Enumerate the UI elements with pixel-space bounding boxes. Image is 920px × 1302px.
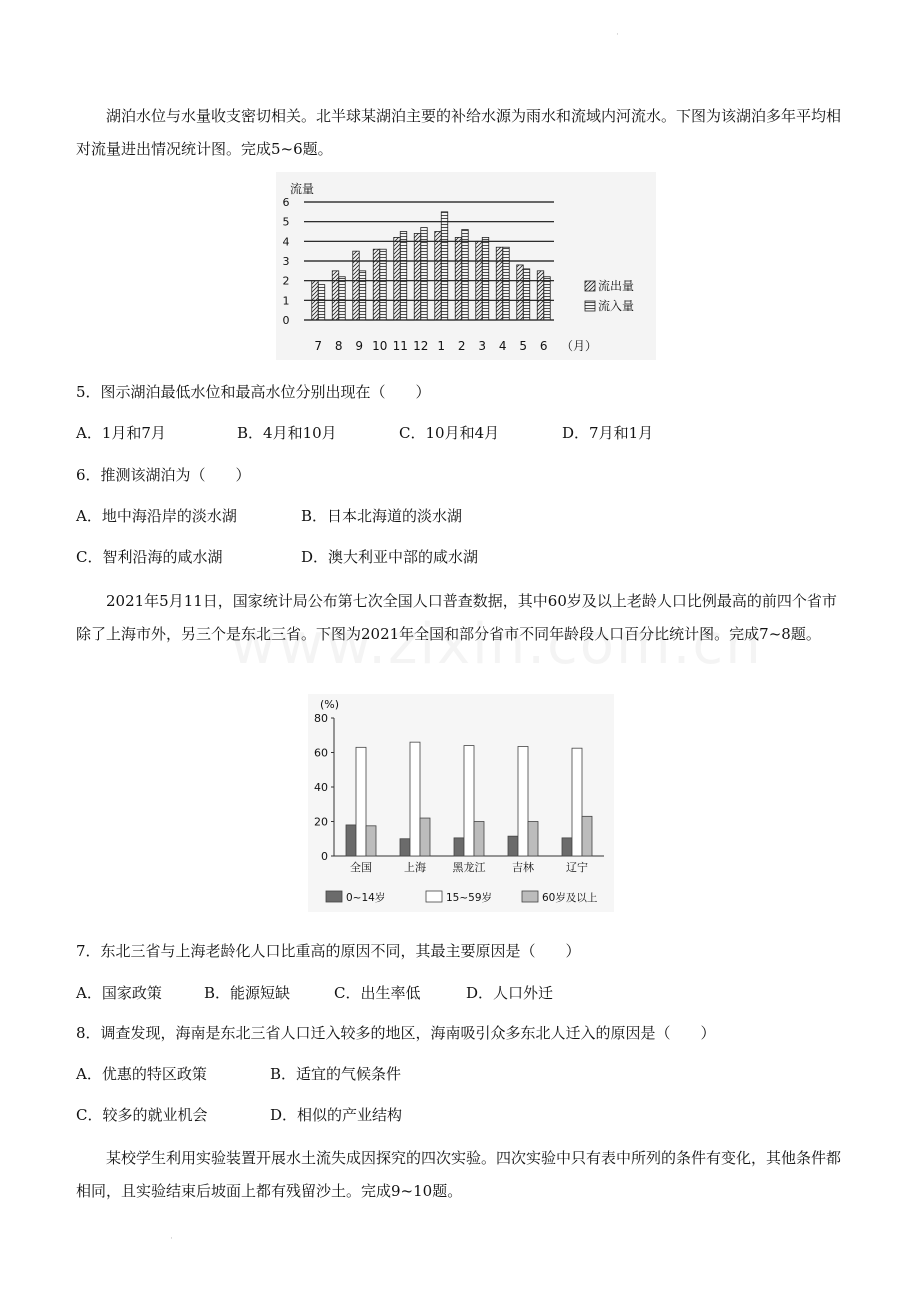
chart1-ytick-label: 1 xyxy=(282,294,290,308)
chart1-legend-label: 流入量 xyxy=(598,299,635,313)
chart1-bar-outflow xyxy=(414,233,421,320)
chart1-bar-inflow xyxy=(441,212,448,320)
chart1-bar-inflow xyxy=(400,232,407,321)
question-8: 8．调查发现，海南是东北三省人口迁入较多的地区，海南吸引众多东北人迁入的原因是（ ） xyxy=(76,1024,716,1042)
question-7: 7．东北三省与上海老龄化人口比重高的原因不同，其最主要原因是（ ） xyxy=(76,942,581,960)
chart1-xtick-label: 6 xyxy=(539,339,548,353)
chart1-xlabel: （月） xyxy=(561,339,598,353)
chart1-bar-inflow xyxy=(482,237,489,320)
chart2-bar xyxy=(454,838,464,856)
passage-population: 2021年5月11日，国家统计局公布第七次全国人口普查数据，其中60岁及以上老龄人口比例最高的前四个省市除了上海市外，另三个是东北三省。下图为2021年全国和部分省市不同年龄段人口百分比统计图。完成7~8题。 xyxy=(76,592,837,643)
chart1-bar-inflow xyxy=(523,269,530,320)
chart1-ytick-label: 6 xyxy=(282,196,290,209)
q5-option-d: D．7月和1月 xyxy=(562,424,654,442)
chart2-xtick-label: 辽宁 xyxy=(566,861,588,874)
chart2-bar xyxy=(464,746,474,856)
chart2-ytick-label: 60 xyxy=(314,746,328,760)
chart2-bar xyxy=(508,836,518,856)
chart2-bar xyxy=(410,742,420,856)
q5-option-a: A．1月和7月 xyxy=(76,424,166,442)
chart1-xtick-label: 4 xyxy=(498,339,507,353)
chart2-bar xyxy=(582,816,592,856)
lake-flow-chart xyxy=(276,172,656,360)
chart2-xtick-label: 黑龙江 xyxy=(452,861,486,874)
chart1-xtick-label: 2 xyxy=(457,339,466,353)
chart1-bar-inflow xyxy=(339,277,346,320)
chart2-ytick-label: 20 xyxy=(314,815,328,829)
chart1-xtick-label: 12 xyxy=(413,339,429,353)
population-chart xyxy=(308,694,614,912)
chart2-xtick-label: 上海 xyxy=(404,861,426,874)
q5-option-b: B．4月和10月 xyxy=(237,424,337,442)
chart1-bar-outflow xyxy=(435,232,442,321)
chart1-bar-inflow xyxy=(359,271,366,320)
chart1-ytick-label: 4 xyxy=(282,235,290,249)
chart1-xtick-label: 5 xyxy=(519,339,528,353)
chart1-bar-inflow xyxy=(503,247,510,320)
question-5: 5．图示湖泊最低水位和最高水位分别出现在（ ） xyxy=(76,383,431,401)
chart2-ytick-label: 80 xyxy=(314,712,328,725)
q6-option-c: C．智利沿海的咸水湖 xyxy=(76,548,223,566)
chart2-bar xyxy=(366,826,376,856)
chart1-xtick-label: 10 xyxy=(372,339,388,353)
chart2-bar xyxy=(562,838,572,856)
page-marker: · xyxy=(616,30,619,40)
chart2-legend-label: 60岁及以上 xyxy=(542,892,598,904)
q6-option-b: B．日本北海道的淡水湖 xyxy=(301,507,463,525)
chart2-bar xyxy=(518,746,528,856)
q8-option-d: D．相似的产业结构 xyxy=(270,1106,403,1124)
q6-option-d: D．澳大利亚中部的咸水湖 xyxy=(301,548,479,566)
q5-option-c: C．10月和4月 xyxy=(399,424,500,442)
q6-option-a: A．地中海沿岸的淡水湖 xyxy=(76,507,237,525)
chart1-ytick-label: 5 xyxy=(282,215,290,229)
chart1-bar-inflow xyxy=(318,285,325,320)
chart1-legend-swatch xyxy=(585,281,595,291)
q7-option-a: A．国家政策 xyxy=(76,984,162,1002)
q7-option-b: B．能源短缺 xyxy=(204,984,291,1002)
chart2-bar xyxy=(400,839,410,856)
chart1-bar-outflow xyxy=(353,251,360,320)
chart1-ylabel: 流量 xyxy=(290,182,315,196)
chart1-bar-outflow xyxy=(496,247,503,320)
question-6: 6．推测该湖泊为（ ） xyxy=(76,466,251,484)
chart2-xtick-label: 吉林 xyxy=(512,861,534,874)
chart2-xtick-label: 全国 xyxy=(350,861,372,874)
chart1-ytick-label: 0 xyxy=(282,314,290,327)
page-marker-bottom: · xyxy=(170,1234,173,1244)
q7-option-d: D．人口外迁 xyxy=(466,984,554,1002)
chart2-bar xyxy=(572,748,582,856)
passage-experiment: 某校学生利用实验装置开展水土流失成因探究的四次实验。四次实验中只有表中所列的条件有变化，其他条件都相同，且实验结束后坡面上都有残留沙土。完成9~10题。 xyxy=(76,1149,842,1200)
chart1-bar-outflow xyxy=(373,249,380,320)
chart1-legend-swatch xyxy=(585,301,595,311)
chart1-bar-outflow xyxy=(537,271,544,320)
chart2-legend-label: 0~14岁 xyxy=(346,892,386,904)
chart1-bar-outflow xyxy=(455,237,462,320)
chart1-bar-inflow xyxy=(421,228,428,320)
chart1-bar-inflow xyxy=(544,277,551,320)
chart2-ylabel: (%) xyxy=(320,698,340,711)
chart2-legend-swatch xyxy=(522,891,538,902)
chart1-ytick-label: 3 xyxy=(282,255,290,268)
chart2-bar xyxy=(420,818,430,856)
chart2-background xyxy=(308,694,614,912)
chart1-bar-inflow xyxy=(380,249,387,320)
chart2-bar xyxy=(356,747,366,856)
chart1-bar-outflow xyxy=(332,271,339,320)
chart1-xtick-label: 8 xyxy=(334,339,343,353)
chart1-bar-outflow xyxy=(476,241,483,320)
chart2-bar xyxy=(346,825,356,856)
passage-lake: 湖泊水位与水量收支密切相关。北半球某湖泊主要的补给水源为雨水和流域内河流水。下图为该湖泊多年平均相对流量进出情况统计图。完成5~6题。 xyxy=(76,107,842,158)
chart2-legend-swatch xyxy=(326,891,342,902)
q8-option-b: B．适宜的气候条件 xyxy=(270,1065,402,1083)
chart2-bar xyxy=(528,822,538,857)
q8-option-c: C．较多的就业机会 xyxy=(76,1106,208,1124)
chart1-xtick-label: 9 xyxy=(355,339,364,353)
chart1-ytick-label: 2 xyxy=(282,274,290,288)
chart2-bar xyxy=(474,822,484,857)
chart2-legend-label: 15~59岁 xyxy=(446,892,493,904)
chart2-ytick-label: 0 xyxy=(321,850,328,863)
chart1-xtick-label: 11 xyxy=(392,339,408,353)
chart2-ytick-label: 40 xyxy=(314,781,328,794)
chart1-legend-label: 流出量 xyxy=(598,279,635,293)
chart1-xtick-label: 7 xyxy=(314,339,323,353)
chart1-xtick-label: 3 xyxy=(478,339,487,353)
chart1-bar-outflow xyxy=(312,281,319,320)
chart1-xtick-label: 1 xyxy=(437,339,446,353)
chart1-bar-outflow xyxy=(517,265,524,320)
q7-option-c: C．出生率低 xyxy=(334,984,421,1002)
chart1-bar-inflow xyxy=(462,230,469,320)
chart2-legend-swatch xyxy=(426,891,442,902)
chart1-bar-outflow xyxy=(394,237,401,320)
q8-option-a: A．优惠的特区政策 xyxy=(76,1065,207,1083)
